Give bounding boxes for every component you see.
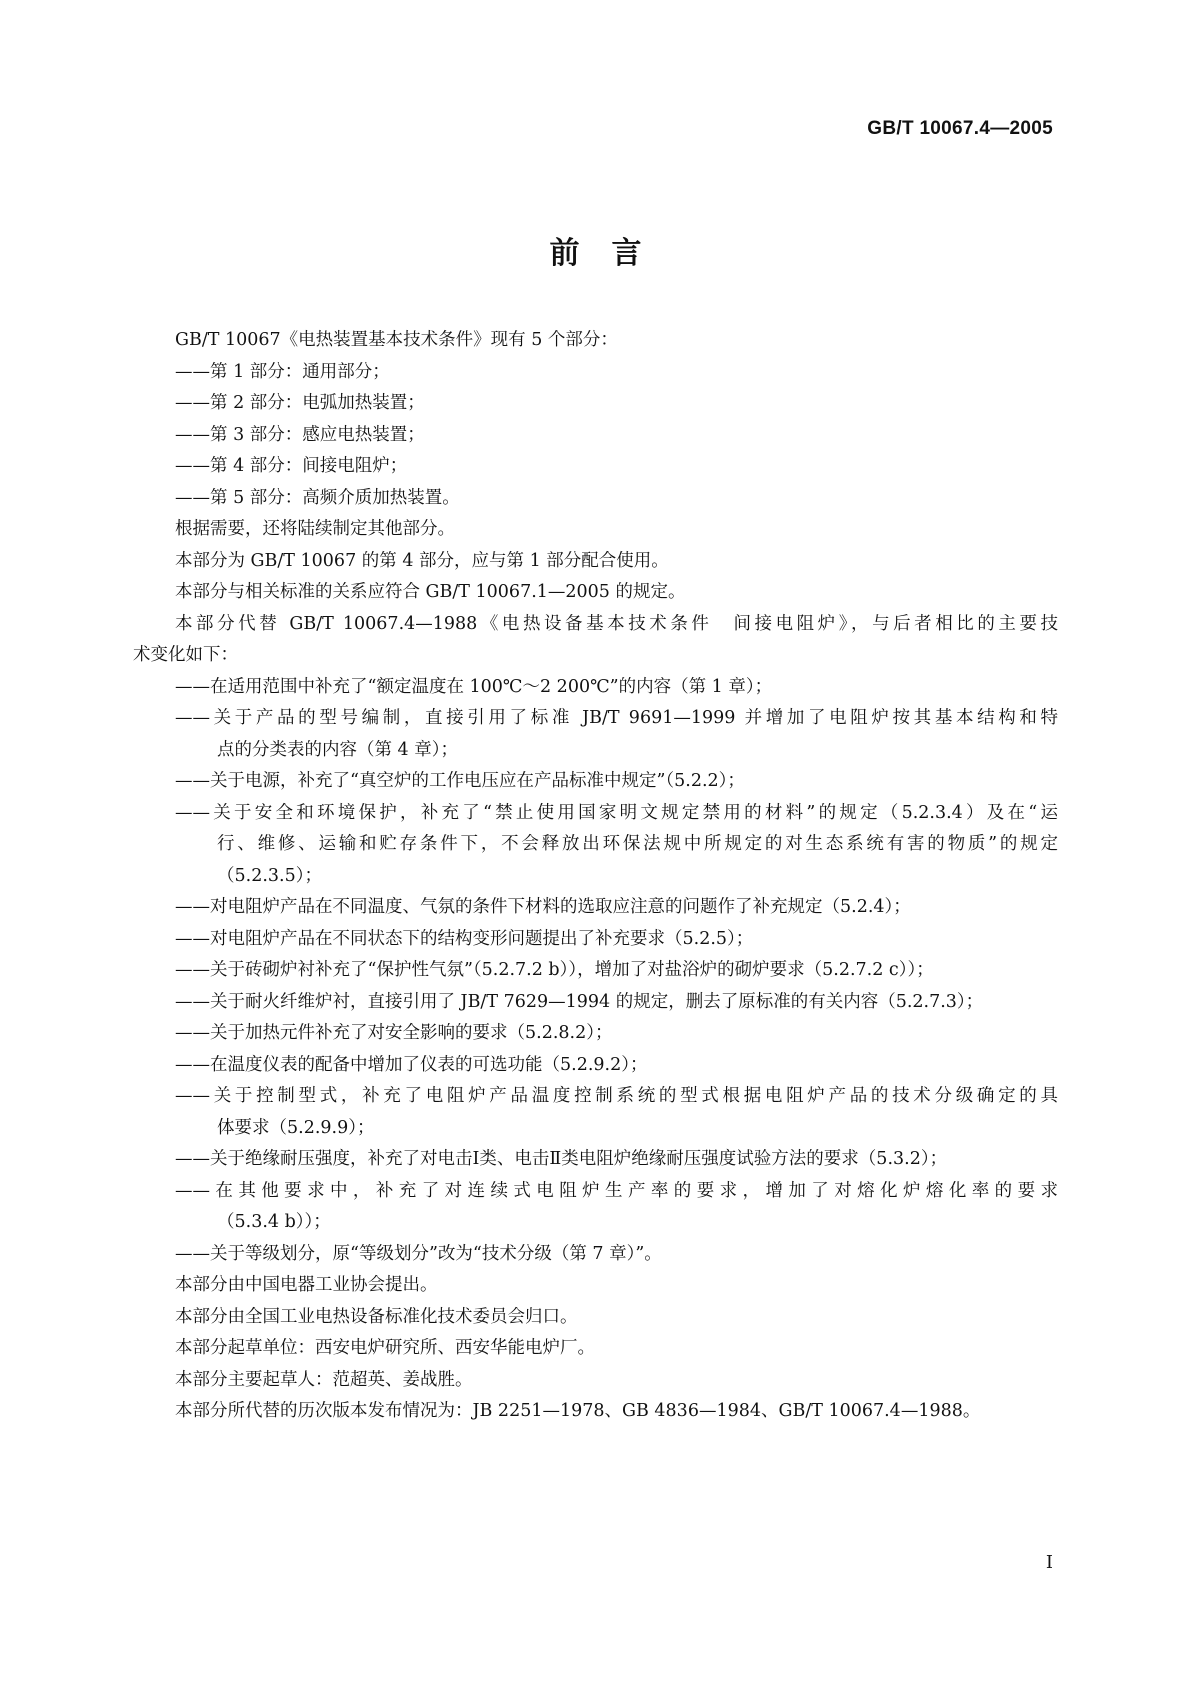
page-title: 前言 (549, 236, 674, 271)
change-item-1: ——在适用范围中补充了“额定温度在 100℃～2 200℃”的内容（第 1 章）； (175, 676, 773, 697)
paragraph-standard-relation: 本部分与相关标准的关系应符合 GB/T 10067.1—2005 的规定。 (175, 582, 686, 602)
paragraph-version-history: 本部分所代替的历次版本发布情况为：JB 2251—1978、GB 4836—1984、GB/T 10067.4—1988。 (175, 1401, 981, 1421)
part-list-item-3: ——第 3 部分：感应电热装置； (175, 424, 425, 445)
part-list-item-4: ——第 4 部分：间接电阻炉； (175, 456, 408, 476)
change-item-11-line-2: 体要求（5.2.9.9）； (217, 1117, 375, 1138)
change-item-12: ——关于绝缘耐压强度，补充了对电击Ⅰ类、电击Ⅱ类电阻炉绝缘耐压强度试验方法的要求（5.3.2）； (175, 1149, 948, 1169)
change-item-6: ——对电阻炉产品在不同状态下的结构变形问题提出了补充要求（5.2.5）； (175, 928, 754, 949)
paragraph-part-relation: 本部分为 GB/T 10067 的第 4 部分，应与第 1 部分配合使用。 (175, 550, 669, 571)
part-list-item-2: ——第 2 部分：电弧加热装置； (175, 393, 425, 413)
change-item-3: ——关于电源，补充了“真空炉的工作电压应在产品标准中规定”（5.2.2）； (175, 771, 745, 791)
change-item-4-line-3: （5.2.3.5）； (217, 865, 322, 886)
paragraph-proposer: 本部分由中国电器工业协会提出。 (175, 1275, 438, 1295)
paragraph-replacement-line-2: 术变化如下： (133, 645, 238, 665)
paragraph-future-parts: 根据需要，还将陆续制定其他部分。 (175, 519, 455, 539)
change-item-2-line-1: ——关于产品的型号编制，直接引用了标准 JB/T 9691—1999 并增加了电阻炉按其基本结构和特 (175, 708, 1058, 728)
standard-code: GB/T 10067.4—2005 (867, 118, 1053, 139)
paragraph-replacement-line-1: 本部分代替 GB/T 10067.4—1988《电热设备基本技术条件 间接电阻炉》，与后者相比的主要技 (175, 613, 1058, 634)
intro-paragraph: GB/T 10067《电热装置基本技术条件》现有 5 个部分： (175, 330, 618, 350)
change-item-4-line-1: ——关于安全和环境保护，补充了“禁止使用国家明文规定禁用的材料”的规定（5.2.3.4）及在“运 (175, 802, 1058, 823)
change-item-13-line-2: （5.3.4 b））； (217, 1212, 331, 1232)
change-item-8: ——关于耐火纤维炉衬，直接引用了 JB/T 7629—1994 的规定，删去了原标准的有关内容（5.2.7.3）； (175, 991, 984, 1012)
paragraph-committee: 本部分由全国工业电热设备标准化技术委员会归口。 (175, 1306, 578, 1327)
change-item-9: ——关于加热元件补充了对安全影响的要求（5.2.8.2）； (175, 1023, 613, 1043)
change-item-10: ——在温度仪表的配备中增加了仪表的可选功能（5.2.9.2）； (175, 1054, 648, 1075)
change-item-13-line-1: ——在其他要求中，补充了对连续式电阻炉生产率的要求，增加了对熔化炉熔化率的要求 (175, 1180, 1058, 1201)
change-item-4-line-2: 行、维修、运输和贮存条件下，不会释放出环保法规中所规定的对生态系统有害的物质”的规定 (217, 834, 1058, 854)
change-item-5: ——对电阻炉产品在不同温度、气氛的条件下材料的选取应注意的问题作了补充规定（5.2.4）； (175, 897, 911, 917)
part-list-item-1: ——第 1 部分：通用部分； (175, 361, 390, 382)
paragraph-drafters: 本部分主要起草人：范超英、姜战胜。 (175, 1369, 473, 1390)
page-number: Ⅰ (1045, 1552, 1053, 1573)
change-item-2-line-2: 点的分类表的内容（第 4 章）； (217, 739, 459, 760)
part-list-item-5: ——第 5 部分：高频介质加热装置。 (175, 487, 460, 508)
change-item-14: ——关于等级划分，原“等级划分”改为“技术分级（第 7 章）”。 (175, 1243, 662, 1264)
change-item-11-line-1: ——关于控制型式，补充了电阻炉产品温度控制系统的型式根据电阻炉产品的技术分级确定的具 (175, 1086, 1058, 1106)
paragraph-drafting-units: 本部分起草单位：西安电炉研究所、西安华能电炉厂。 (175, 1338, 595, 1358)
change-item-7: ——关于砖砌炉衬补充了“保护性气氛”（5.2.7.2 b）），增加了对盐浴炉的砌炉要求（5.2.7.2 c））； (175, 960, 934, 980)
document-body (133, 325, 1058, 1428)
